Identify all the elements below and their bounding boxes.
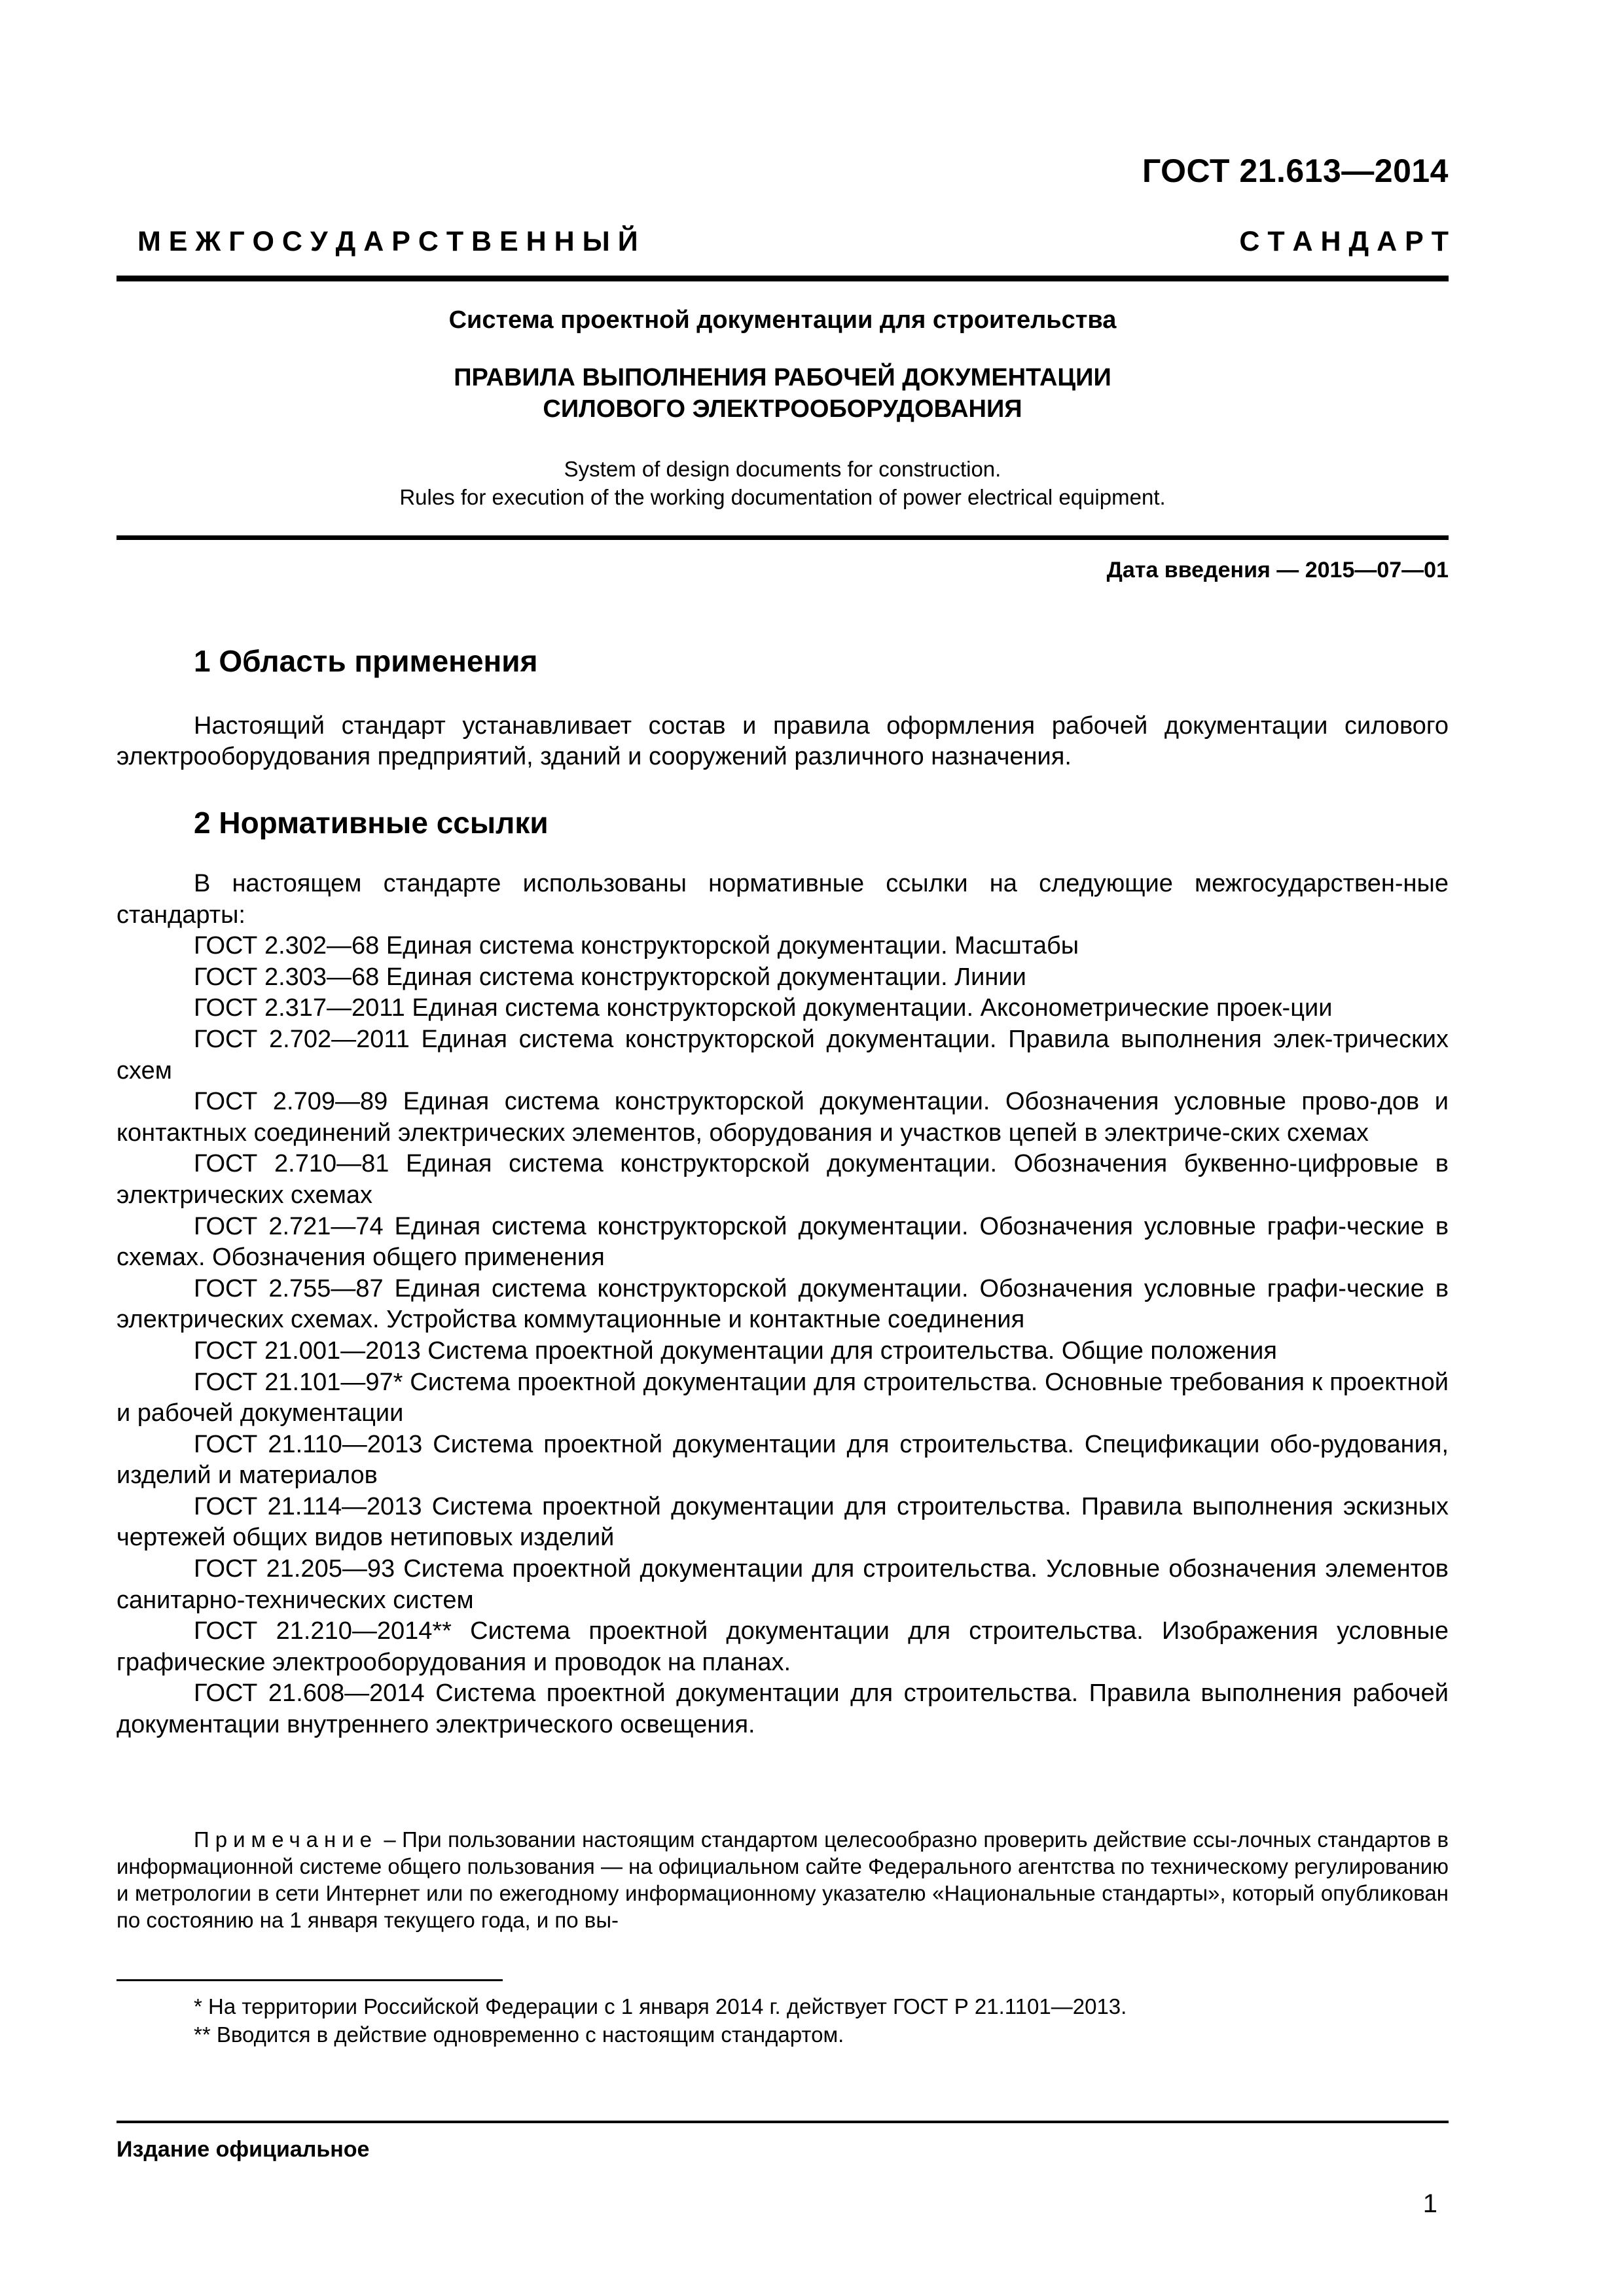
- footer-divider: [117, 2121, 1449, 2123]
- footnote: ** Вводится в действие одновременно с настоящим стандартом.: [194, 2022, 844, 2047]
- reference-item: ГОСТ 2.710—81 Единая система конструкторской документации. Обозначения буквенно-цифровые в электрических схемах: [117, 1150, 1449, 1209]
- note-paragraph: [117, 1826, 1449, 1933]
- reference-item: ГОСТ 2.302—68 Единая система конструкторской документации. Масштабы: [194, 932, 1079, 960]
- reference-item: ГОСТ 21.110—2013 Система проектной документации для строительства. Спецификации обо-рудования, изделий и материалов: [117, 1430, 1449, 1490]
- normative-references: [117, 869, 1449, 1741]
- section-1-heading: 1 Область применения: [194, 644, 538, 678]
- reference-item: ГОСТ 21.101—97* Система проектной документации для строительства. Основные требования к проектной и рабочей документации: [117, 1368, 1449, 1427]
- interstate-standard-banner: [137, 226, 1449, 258]
- document-code: ГОСТ 21.613—2014: [1142, 152, 1449, 189]
- section-2-heading: 2 Нормативные ссылки: [194, 806, 549, 840]
- reference-item: ГОСТ 21.114—2013 Система проектной документации для строительства. Правила выполнения эскизных чертежей общих видов нетиповых изделий: [117, 1492, 1449, 1552]
- title-divider: [117, 535, 1449, 540]
- page-number: 1: [1422, 2189, 1437, 2218]
- reference-item: ГОСТ 21.205—93 Система проектной документации для строительства. Условные обозначения элементов санитарно-технических систем: [117, 1555, 1449, 1614]
- english-title: [117, 455, 1449, 511]
- reference-item: ГОСТ 2.303—68 Единая система конструкторской документации. Линии: [194, 963, 1026, 991]
- reference-item: ГОСТ 2.721—74 Единая система конструкторской документации. Обозначения условные графи-ческие в схемах. Обозначения общего применения: [117, 1212, 1449, 1272]
- header-divider: [117, 276, 1449, 281]
- reference-item: ГОСТ 2.709—89 Единая система конструкторской документации. Обозначения условные прово-дов и контактных соединений электрических элементов, оборудования и участков цепей в электриче-ских схемах: [117, 1088, 1449, 1147]
- reference-item: ГОСТ 21.608—2014 Система проектной документации для строительства. Правила выполнения рабочей документации внутреннего электрического освещения.: [117, 1679, 1449, 1739]
- english-title-line: Rules for execution of the working documentation of power electrical equipment.: [399, 485, 1166, 509]
- reference-item: ГОСТ 2.755—87 Единая система конструкторской документации. Обозначения условные графи-ческие в электрических схемах. Устройства коммутационные и контактные соединения: [117, 1274, 1449, 1334]
- note-text: – При пользовании настоящим стандартом целесообразно проверить действие ссы-лочных стандартов в информационной системе общего пользования — на официальном сайте Федерального агентства по техническому регулированию и метрологии в сети Интернет или по ежегодному информационному указателю «Национальные стандарты», который опубликован по состоянию на 1 января текущего года, и по вы-: [117, 1827, 1449, 1932]
- introduction-date: Дата введения — 2015—07—01: [1106, 558, 1449, 583]
- footnotes: [194, 1992, 1449, 2049]
- footnote: * На территории Российской Федерации с 1 января 2014 г. действует ГОСТ Р 21.1101—2013.: [194, 1994, 1127, 2018]
- reference-item: ГОСТ 21.210—2014** Система проектной документации для строительства. Изображения условные графические электрооборудования и проводок на планах.: [117, 1617, 1449, 1676]
- main-title: [117, 362, 1449, 425]
- reference-item: ГОСТ 2.317—2011 Единая система конструкторской документации. Аксонометрические проек-ции: [194, 994, 1333, 1022]
- english-title-line: System of design documents for construction.: [564, 457, 1001, 481]
- main-title-line: СИЛОВОГО ЭЛЕКТРООБОРУДОВАНИЯ: [543, 395, 1022, 423]
- interstate-word: М Е Ж Г О С У Д А Р С Т В Е Н Н Ы Й: [137, 226, 638, 257]
- main-title-line: ПРАВИЛА ВЫПОЛНЕНИЯ РАБОЧЕЙ ДОКУМЕНТАЦИИ: [454, 364, 1111, 391]
- standard-word: С Т А Н Д А Р Т: [1239, 226, 1449, 257]
- official-edition-label: Издание официальное: [117, 2137, 370, 2162]
- note-label: Примечание: [194, 1827, 378, 1852]
- section-1-text: Настоящий стандарт устанавливает состав и правила оформления рабочей документации силового электрооборудования предприятий, зданий и сооружений различного назначения.: [117, 712, 1449, 770]
- footnote-divider: [117, 1979, 503, 1981]
- references-lead: В настоящем стандарте использованы нормативные ссылки на следующие межгосударствен-ные стандарты:: [117, 870, 1449, 929]
- system-title: Система проектной документации для строительства: [448, 306, 1117, 334]
- reference-item: ГОСТ 2.702—2011 Единая система конструкторской документации. Правила выполнения элек-трических схем: [117, 1025, 1449, 1085]
- reference-item: ГОСТ 21.001—2013 Система проектной документации для строительства. Общие положения: [194, 1336, 1277, 1365]
